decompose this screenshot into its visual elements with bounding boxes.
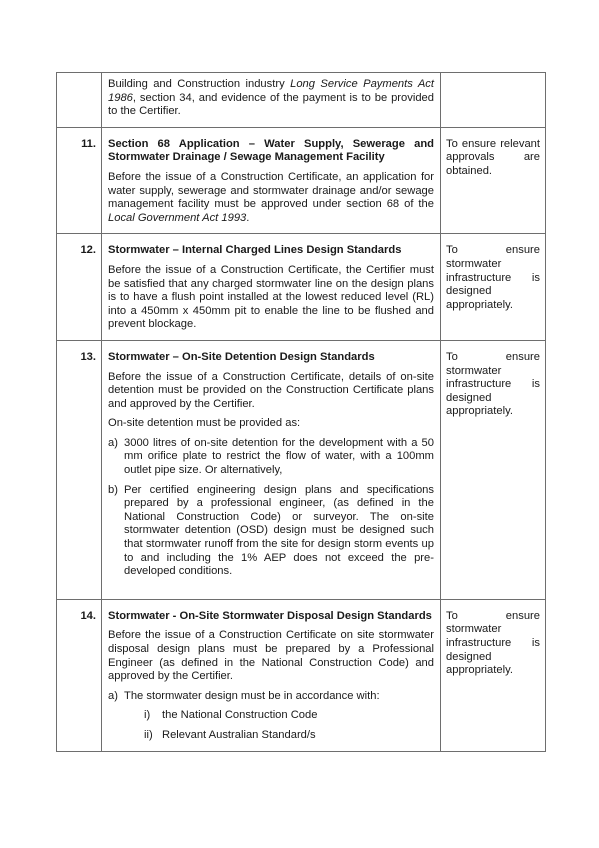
condition-number: 11. xyxy=(57,127,102,234)
condition-title: Stormwater – Internal Charged Lines Design Standards xyxy=(108,244,402,257)
list-marker: ii) xyxy=(144,728,153,741)
table-row xyxy=(57,234,546,341)
act-name: Local Government Act 1993 xyxy=(108,211,247,224)
purpose-cell: To ensure relevant approvals are obtained. xyxy=(441,127,546,234)
condition-list xyxy=(108,437,434,579)
act-name: Long Service Payments Act 1986 xyxy=(108,78,434,104)
condition-cell xyxy=(102,340,441,599)
list-marker: b) xyxy=(108,483,118,496)
condition-cell xyxy=(102,127,441,234)
condition-number: 12. xyxy=(57,234,102,341)
condition-paragraph: Before the issue of a Construction Certificate, details of on-site detention must be provided on the Construction Certificate plans and approved by the Certifier. xyxy=(108,370,434,410)
text: . xyxy=(246,211,250,224)
list-marker: i) xyxy=(144,709,151,722)
purpose-cell xyxy=(441,73,546,128)
list-marker: a) xyxy=(108,436,118,449)
purpose-cell: To ensure stormwater infrastructure is designed appropriately. xyxy=(441,340,546,599)
list-item xyxy=(108,690,434,704)
table-row xyxy=(57,73,546,128)
list-item-text: Per certified engineering design plans and specifications prepared by a professional engineer, (as defined in the National Construction Code) or surveyor. The on-site stormwater detention (OSD) design must be designed such that stormwater runoff from the site for design storm events up to and including the 1% AEP does not exceed the pre-developed conditions. xyxy=(124,483,434,578)
list-marker: a) xyxy=(108,689,118,702)
table-row xyxy=(57,127,546,234)
condition-paragraph: On-site detention must be provided as: xyxy=(108,417,301,430)
purpose-cell: To ensure stormwater infrastructure is designed appropriately. xyxy=(441,599,546,751)
condition-title: Section 68 Application – Water Supply, Sewerage and Stormwater Drainage / Sewage Management Facility xyxy=(108,137,434,164)
condition-list xyxy=(108,690,434,704)
condition-paragraph: Before the issue of a Construction Certificate, the Certifier must be satisfied that any charged stormwater line on the design plans is to have a flush point installed at the lowest reduced level (RL) into a 450mm x 450mm pit to enable the line to be flushed and prevent blockage. xyxy=(108,263,434,331)
list-item-text: Relevant Australian Standard/s xyxy=(162,728,316,741)
condition-number: 13. xyxy=(57,340,102,599)
purpose-cell: To ensure stormwater infrastructure is designed appropriately. xyxy=(441,234,546,341)
text: Before the issue of a Construction Certificate, an application for water supply, sewerage and stormwater drainage and/or sewage management facility must be approved under section 68 of the xyxy=(108,170,434,211)
number-cell xyxy=(57,73,102,128)
condition-number: 14. xyxy=(57,599,102,751)
condition-paragraph xyxy=(108,171,434,225)
table-row xyxy=(57,599,546,751)
conditions-table xyxy=(56,72,546,752)
condition-title: Stormwater - On-Site Stormwater Disposal Design Standards xyxy=(108,609,432,622)
condition-cell xyxy=(102,73,441,128)
condition-sublist xyxy=(108,709,434,742)
sublist-item xyxy=(108,709,434,723)
condition-cell xyxy=(102,234,441,341)
condition-paragraph: Before the issue of a Construction Certificate on site stormwater disposal design plans must be prepared by a Professional Engineer (as defined in the National Construction Code) and approved by the Certifier. xyxy=(108,629,434,683)
list-item-text: the National Construction Code xyxy=(162,709,318,722)
list-item xyxy=(108,437,434,478)
sublist-item xyxy=(108,729,434,743)
table-row xyxy=(57,340,546,599)
list-item-text: 3000 litres of on-site detention for the development with a 50 mm orifice plate to restrict the flow of water, with a 100mm outlet pipe size. Or alternatively, xyxy=(124,436,434,477)
list-item xyxy=(108,484,434,579)
list-item-text: The stormwater design must be in accordance with: xyxy=(124,689,380,702)
continuation-paragraph xyxy=(108,78,434,119)
text: Building and Construction industry xyxy=(108,78,291,90)
condition-cell xyxy=(102,599,441,751)
text: , section 34, and evidence of the payment is to be provided to the Certifier. xyxy=(108,91,434,118)
condition-title: Stormwater – On-Site Detention Design Standards xyxy=(108,350,375,363)
